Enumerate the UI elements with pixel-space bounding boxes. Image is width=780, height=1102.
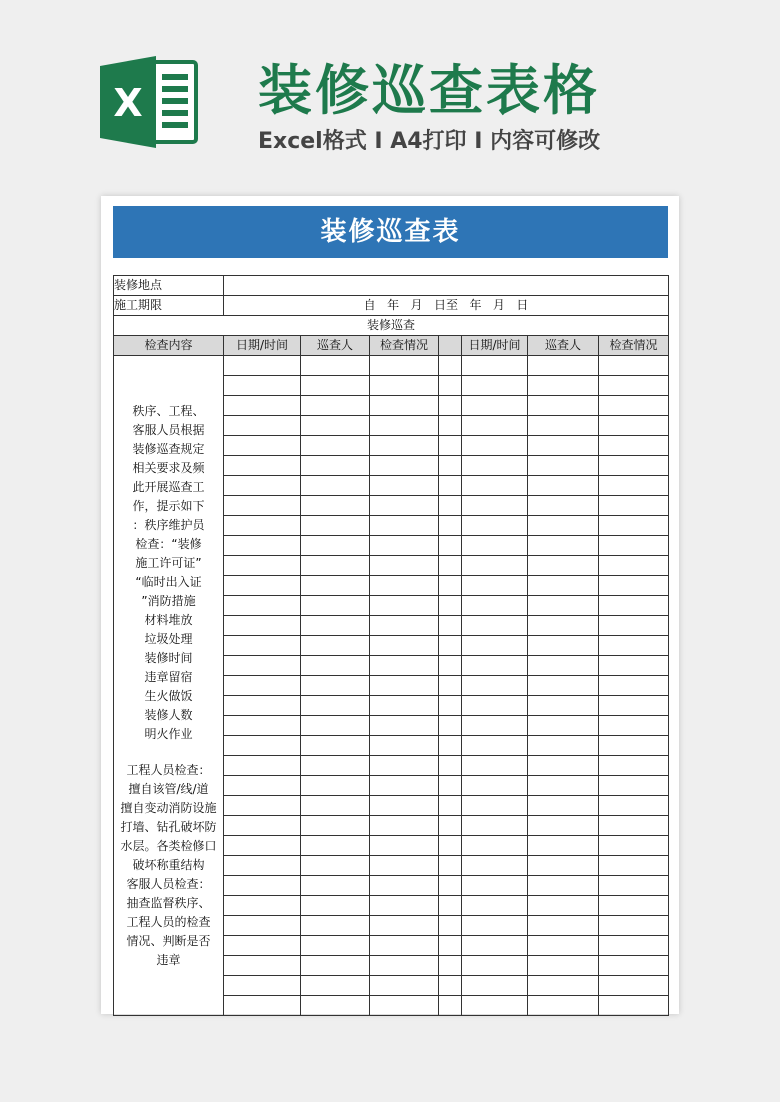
table-cell[interactable] [370,396,439,416]
table-cell[interactable] [528,896,599,916]
table-cell[interactable] [439,496,462,516]
svg-text:X: X [113,81,143,125]
table-cell[interactable] [599,696,669,716]
table-cell[interactable] [599,916,669,936]
table-cell[interactable] [599,556,669,576]
table-cell[interactable] [439,676,462,696]
table-cell[interactable] [599,656,669,676]
table-cell[interactable] [370,736,439,756]
table-cell[interactable] [370,656,439,676]
table-cell[interactable] [462,396,528,416]
table-cell[interactable] [599,376,669,396]
description-line: 生火做饭 [144,688,193,703]
table-cell[interactable] [528,516,599,536]
section-title: 装修巡查 [114,316,669,336]
table-cell[interactable] [301,956,370,976]
table-cell[interactable] [528,936,599,956]
section-row [114,316,669,336]
description-line: 材料堆放 [144,612,193,627]
table-cell[interactable] [528,756,599,776]
table-cell[interactable] [224,936,301,956]
table-cell[interactable] [439,576,462,596]
table-cell[interactable] [370,476,439,496]
table-cell[interactable] [528,856,599,876]
table-cell[interactable] [224,716,301,736]
table-cell[interactable] [301,976,370,996]
hero-subtitle: Excel格式 I A4打印 I 内容可修改 [258,129,601,154]
table-cell[interactable] [462,916,528,936]
table-cell[interactable] [439,736,462,756]
table-cell[interactable] [439,536,462,556]
table-cell[interactable] [599,836,669,856]
table-cell[interactable] [224,776,301,796]
header-cell: 日期/时间 [462,336,528,356]
table-cell[interactable] [439,876,462,896]
table-cell[interactable] [224,436,301,456]
table-cell[interactable] [599,476,669,496]
description-line: 明火作业 [144,726,193,741]
table-cell[interactable] [301,516,370,536]
table-cell[interactable] [224,636,301,656]
header-cell: 检查情况 [370,336,439,356]
table-cell[interactable] [224,556,301,576]
inspection-content-description [114,356,224,1016]
table-cell[interactable] [462,796,528,816]
table-cell[interactable] [528,956,599,976]
table-cell[interactable] [370,836,439,856]
description-line: 违章 [156,952,181,967]
table-cell[interactable] [439,936,462,956]
location-label: 装修地点 [114,276,224,296]
table-cell[interactable] [301,356,370,376]
table-cell[interactable] [462,636,528,656]
table-cell[interactable] [599,676,669,696]
table-cell[interactable] [462,776,528,796]
table-cell[interactable] [370,876,439,896]
table-cell[interactable] [528,356,599,376]
table-cell[interactable] [528,776,599,796]
table-cell[interactable] [439,396,462,416]
table-cell[interactable] [439,696,462,716]
table-cell[interactable] [224,756,301,776]
period-value[interactable]: 自 年 月 日至 年 月 日 [224,296,669,316]
table-cell[interactable] [370,376,439,396]
table-cell[interactable] [224,416,301,436]
table-cell[interactable] [370,516,439,536]
table-cell[interactable] [301,716,370,736]
table-cell[interactable] [301,816,370,836]
table-cell[interactable] [462,356,528,376]
table-cell[interactable] [224,956,301,976]
table-cell[interactable] [599,896,669,916]
table-cell[interactable] [224,876,301,896]
table-cell[interactable] [462,936,528,956]
table-cell[interactable] [301,776,370,796]
table-cell[interactable] [301,676,370,696]
table-cell[interactable] [439,956,462,976]
table-cell[interactable] [370,956,439,976]
table-cell[interactable] [301,896,370,916]
table-cell[interactable] [301,996,370,1016]
description-line: 施工许可证” [135,555,202,570]
table-cell[interactable] [301,396,370,416]
description-line: 检查：“装修 [135,536,202,551]
table-cell[interactable] [439,756,462,776]
table-cell[interactable] [224,376,301,396]
description-line: 工程人员检查： [126,762,211,777]
table-cell[interactable] [462,676,528,696]
table-cell[interactable] [224,396,301,416]
table-cell[interactable] [224,836,301,856]
table-cell[interactable] [599,436,669,456]
table-cell[interactable] [599,736,669,756]
table-cell[interactable] [301,656,370,676]
table-cell[interactable] [370,576,439,596]
table-cell[interactable] [301,636,370,656]
table-cell[interactable] [224,736,301,756]
table-cell[interactable] [439,416,462,436]
table-cell[interactable] [370,816,439,836]
table-cell[interactable] [599,756,669,776]
table-cell[interactable] [301,596,370,616]
description-line: 擅自变动消防设施 [120,800,217,815]
table-cell[interactable] [528,576,599,596]
table-cell[interactable] [224,616,301,636]
sheet-banner-title: 装修巡查表 [113,206,668,258]
table-cell[interactable] [599,956,669,976]
table-cell[interactable] [224,996,301,1016]
table-cell[interactable] [370,356,439,376]
table-cell[interactable] [599,616,669,636]
table-cell[interactable] [462,976,528,996]
description-line: 情况、判断是否 [126,933,211,948]
table-cell[interactable] [462,616,528,636]
header-cell: 日期/时间 [224,336,301,356]
description-line: 相关要求及频 [132,460,205,475]
table-cell[interactable] [528,476,599,496]
table-cell[interactable] [528,796,599,816]
description-line: 装修巡查规定 [132,441,205,456]
description-line: 打墙、钻孔破坏防 [120,819,217,834]
table-cell[interactable] [439,976,462,996]
table-cell[interactable] [528,456,599,476]
description-line: 此开展巡查工 [132,479,205,494]
table-cell[interactable] [439,636,462,656]
table-cell[interactable] [528,996,599,1016]
table-cell[interactable] [301,616,370,636]
table-cell[interactable] [224,856,301,876]
table-cell[interactable] [301,476,370,496]
description-line: 水层。各类检修口 [120,838,217,853]
table-cell[interactable] [439,476,462,496]
table-cell[interactable] [462,656,528,676]
table-cell[interactable] [439,896,462,916]
table-cell[interactable] [462,456,528,476]
table-cell[interactable] [462,756,528,776]
description-line: 客服人员检查： [126,876,211,891]
table-cell[interactable] [528,736,599,756]
table-cell[interactable] [528,816,599,836]
table-cell[interactable] [370,716,439,736]
table-cell[interactable] [370,896,439,916]
table-cell[interactable] [370,676,439,696]
table-cell[interactable] [462,716,528,736]
table-cell[interactable] [528,596,599,616]
table-cell[interactable] [599,776,669,796]
table-cell[interactable] [528,556,599,576]
period-row [114,296,669,316]
table-cell[interactable] [224,976,301,996]
table-cell[interactable] [462,856,528,876]
table-cell[interactable] [301,876,370,896]
description-line: 擅自该管/线/道 [128,781,209,796]
table-cell[interactable] [439,596,462,616]
table-cell[interactable] [599,416,669,436]
table-cell[interactable] [370,536,439,556]
table-cell[interactable] [370,756,439,776]
table-cell[interactable] [370,696,439,716]
table-cell[interactable] [599,976,669,996]
table-cell[interactable] [599,356,669,376]
table-cell[interactable] [528,716,599,736]
table-cell[interactable] [462,996,528,1016]
table-cell[interactable] [462,476,528,496]
table-cell[interactable] [462,496,528,516]
table-cell[interactable] [599,596,669,616]
table-cell[interactable] [301,436,370,456]
table-cell[interactable] [224,656,301,676]
table-cell[interactable] [528,656,599,676]
table-cell[interactable] [599,876,669,896]
description-line: ”消防措施 [141,593,196,608]
table-cell[interactable] [462,736,528,756]
table-cell[interactable] [301,376,370,396]
header-row [114,336,669,356]
table-cell[interactable] [224,796,301,816]
table-cell[interactable] [439,516,462,536]
table-cell[interactable] [224,696,301,716]
table-cell[interactable] [224,516,301,536]
table-cell[interactable] [462,896,528,916]
table-cell[interactable] [439,656,462,676]
table-cell[interactable] [439,816,462,836]
table-cell[interactable] [370,776,439,796]
table-cell[interactable] [599,396,669,416]
table-cell[interactable] [462,816,528,836]
table-cell[interactable] [370,916,439,936]
table-cell[interactable] [224,536,301,556]
table-cell[interactable] [370,496,439,516]
table-cell[interactable] [599,536,669,556]
table-cell[interactable] [599,456,669,476]
table-cell[interactable] [462,956,528,976]
description-line: 秩序、工程、 [132,403,205,418]
table-cell[interactable] [224,896,301,916]
table-cell[interactable] [370,856,439,876]
table-cell[interactable] [528,496,599,516]
table-cell[interactable] [528,436,599,456]
table-cell[interactable] [370,416,439,436]
table-cell[interactable] [439,616,462,636]
table-cell[interactable] [439,436,462,456]
table-cell[interactable] [439,796,462,816]
table-cell[interactable] [301,416,370,436]
table-cell[interactable] [370,976,439,996]
header-cell: 巡查人 [528,336,599,356]
table-cell[interactable] [224,356,301,376]
table-cell[interactable] [439,356,462,376]
table-cell[interactable] [439,996,462,1016]
table-cell[interactable] [462,376,528,396]
table-row [114,356,669,376]
table-cell[interactable] [439,556,462,576]
table-cell[interactable] [301,696,370,716]
description-line: ：秩序维护员 [132,517,205,532]
table-cell[interactable] [224,816,301,836]
table-cell[interactable] [370,456,439,476]
table-cell[interactable] [301,796,370,816]
table-cell[interactable] [528,636,599,656]
table-cell[interactable] [439,456,462,476]
table-cell[interactable] [439,376,462,396]
table-cell[interactable] [462,696,528,716]
description-line: 抽查监督秩序、 [126,895,211,910]
table-cell[interactable] [599,636,669,656]
inspection-table [113,275,669,1016]
table-cell[interactable] [528,976,599,996]
table-cell[interactable] [599,856,669,876]
table-cell[interactable] [462,416,528,436]
table-cell[interactable] [224,576,301,596]
table-cell[interactable] [599,816,669,836]
table-cell[interactable] [301,496,370,516]
table-cell[interactable] [370,616,439,636]
table-cell[interactable] [528,376,599,396]
table-cell[interactable] [301,836,370,856]
table-cell[interactable] [224,496,301,516]
table-cell[interactable] [439,776,462,796]
description-line: 装修人数 [144,707,193,722]
table-cell[interactable] [599,496,669,516]
hero-title: 装修巡查表格 [258,59,600,122]
table-cell[interactable] [370,796,439,816]
table-cell[interactable] [528,396,599,416]
table-cell[interactable] [301,536,370,556]
table-cell[interactable] [599,576,669,596]
table-cell[interactable] [439,716,462,736]
table-cell[interactable] [462,596,528,616]
table-cell[interactable] [301,756,370,776]
table-cell[interactable] [528,836,599,856]
description-line: 装修时间 [144,650,193,665]
table-cell[interactable] [370,936,439,956]
table-cell[interactable] [462,536,528,556]
header-cell: 检查内容 [114,336,224,356]
table-cell[interactable] [528,536,599,556]
table-cell[interactable] [528,876,599,896]
table-cell[interactable] [462,436,528,456]
header-cell: 检查情况 [599,336,669,356]
description-line: 违章留宿 [144,669,193,684]
table-cell[interactable] [301,916,370,936]
table-cell[interactable] [224,916,301,936]
table-cell[interactable] [462,576,528,596]
table-cell[interactable] [599,996,669,1016]
description-gap [114,744,223,761]
description-line: 作，提示如下 [132,498,205,513]
table-cell[interactable] [599,796,669,816]
table-cell[interactable] [528,696,599,716]
description-line: 垃圾处理 [144,631,193,646]
table-cell[interactable] [462,876,528,896]
excel-logo-icon [100,56,198,148]
table-cell[interactable] [370,556,439,576]
table-cell[interactable] [439,836,462,856]
table-cell[interactable] [528,416,599,436]
table-cell[interactable] [599,936,669,956]
table-cell[interactable] [370,596,439,616]
table-cell[interactable] [301,856,370,876]
table-cell[interactable] [462,516,528,536]
period-label: 施工期限 [114,296,224,316]
description-line: 工程人员的检查 [126,914,211,929]
table-cell[interactable] [301,736,370,756]
table-cell[interactable] [439,856,462,876]
table-cell[interactable] [224,476,301,496]
table-cell[interactable] [301,936,370,956]
table-cell[interactable] [224,596,301,616]
table-cell[interactable] [301,576,370,596]
table-cell[interactable] [599,516,669,536]
header-cell [439,336,462,356]
table-cell[interactable] [599,716,669,736]
table-cell[interactable] [370,436,439,456]
location-value[interactable] [224,276,669,296]
location-row [114,276,669,296]
table-cell[interactable] [224,456,301,476]
table-cell[interactable] [528,616,599,636]
table-cell[interactable] [370,996,439,1016]
table-cell[interactable] [224,676,301,696]
table-cell[interactable] [301,556,370,576]
description-line: 客服人员根据 [132,422,205,437]
table-cell[interactable] [462,836,528,856]
description-line: 破坏称重结构 [132,857,205,872]
table-cell[interactable] [439,916,462,936]
table-cell[interactable] [528,676,599,696]
header-cell: 巡查人 [301,336,370,356]
table-cell[interactable] [370,636,439,656]
table-cell[interactable] [301,456,370,476]
description-line: “临时出入证 [135,574,202,589]
table-cell[interactable] [462,556,528,576]
table-cell[interactable] [528,916,599,936]
